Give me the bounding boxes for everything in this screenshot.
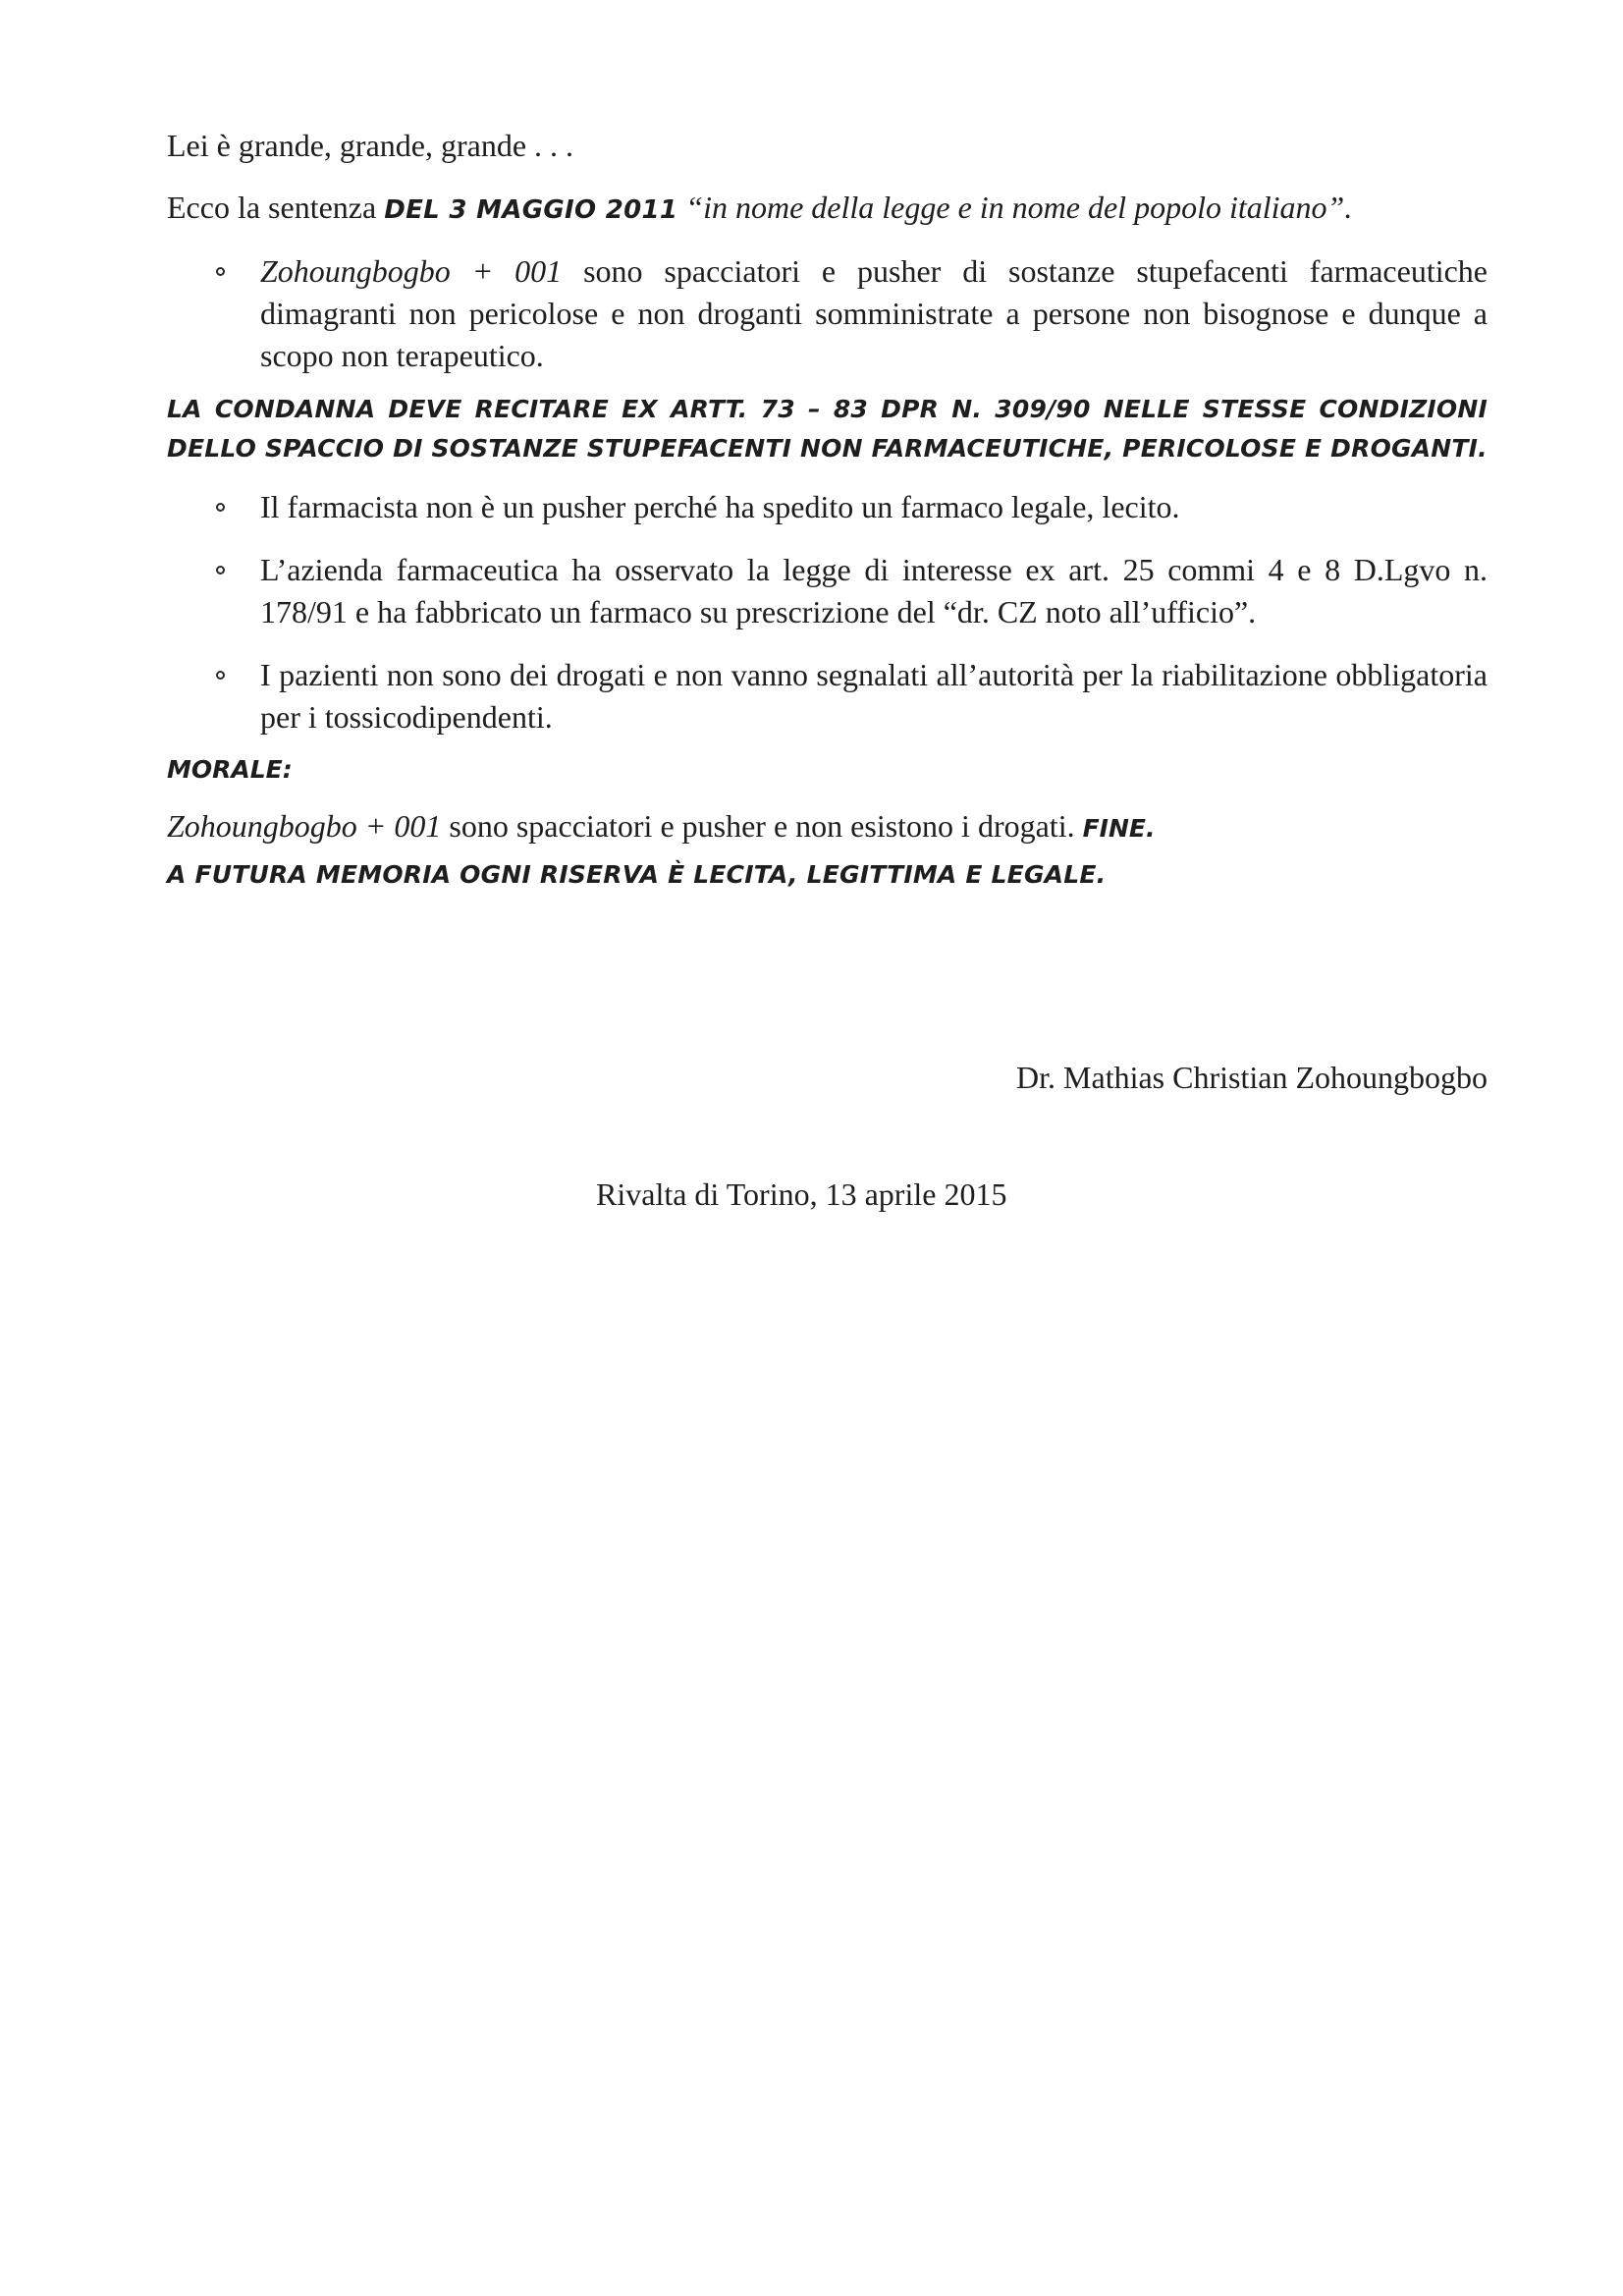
bullet-1-text: sono spacciatori e pusher di sostanze stupefacenti farmaceutiche dimagranti non pericolose e non droganti somministrate a persone non bisognose e dunque a scopo non terapeutico. (260, 253, 1488, 373)
bullet-item-pharmacist (167, 486, 1488, 528)
bullet-4-text: I pazienti non sono dei drogati e non vanno segnalati all’autorità per la riabilitazione obbligatoria per i tossicodipendenti. (260, 657, 1488, 735)
bullet-dot-icon (216, 267, 225, 276)
condemnation-paragraph: LA CONDANNA DEVE RECITARE EX ARTT. 73 – 83 DPR N. 309/90 NELLE STESSE CONDIZIONI DELLO SPACCIO DI SOSTANZE STUPEFACENTI NON FARMACEUTICHE, PERICOLOSE E DROGANTI. (167, 395, 1488, 463)
sentence-prefix: Ecco la sentenza (167, 190, 385, 225)
sentence-line (167, 187, 1488, 232)
bullet-3-text: L’azienda farmaceutica ha osservato la legge di interesse ex art. 25 commi 4 e 8 D.Lgvo n. 178/91 e ha fabbricato un farmaco su prescrizione del “dr. CZ noto all’ufficio”. (260, 552, 1488, 629)
sentence-quote: “in nome della legge e in nome del popolo italiano”. (677, 190, 1353, 225)
bullet-list-first (167, 250, 1488, 377)
bullet-item-patients (167, 654, 1488, 738)
morale-line (167, 805, 1488, 849)
morale-heading: MORALE: (167, 755, 293, 784)
sentence-date: DEL 3 MAGGIO 2011 (384, 195, 678, 225)
morale-name: Zohoungbogbo + 001 (167, 808, 442, 844)
reservation-line: A FUTURA MEMORIA OGNI RISERVA È LECITA, LEGITTIMA E LEGALE. (167, 860, 1107, 889)
morale-text: sono spacciatori e pusher e non esistono i drogati. (441, 808, 1083, 844)
signature: Dr. Mathias Christian Zohoungbogbo (1016, 1060, 1488, 1095)
morale-end-word: FINE. (1082, 814, 1156, 843)
bullet-item-pushers (167, 250, 1488, 377)
bullet-dot-icon (216, 566, 225, 574)
bullet-item-company (167, 549, 1488, 633)
place-date: Rivalta di Torino, 13 aprile 2015 (596, 1176, 1007, 1212)
intro-line: Lei è grande, grande, grande . . . (167, 128, 574, 163)
bullet-2-text: Il farmacista non è un pusher perché ha spedito un farmaco legale, lecito. (260, 489, 1180, 524)
bullet-list-second (167, 486, 1488, 738)
bullet-dot-icon (216, 671, 225, 680)
document-body (167, 125, 1488, 895)
bullet-1-name: Zohoungbogbo + 001 (260, 253, 563, 289)
bullet-dot-icon (216, 503, 225, 512)
